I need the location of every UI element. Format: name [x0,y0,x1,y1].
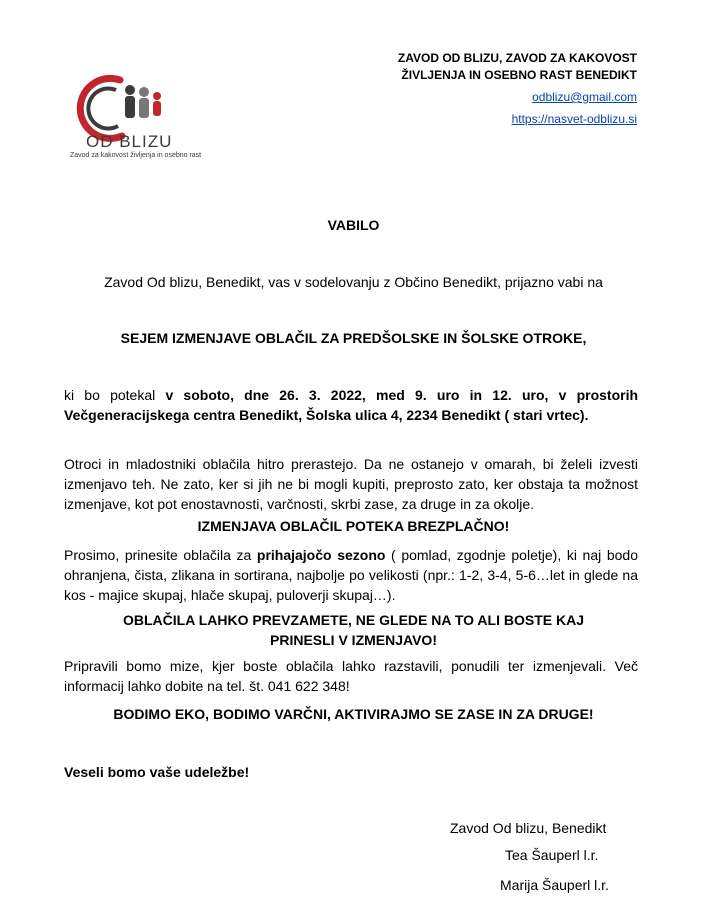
signature-person-2: Marija Šauperl l.r. [500,877,609,893]
website-link[interactable]: https://nasvet-odblizu.si [511,112,637,126]
intro-text: Zavod Od blizu, Benedikt, vas v sodelovanju z Občino Benedikt, prijazno vabi na [104,274,603,290]
closing-text: Veseli bomo vaše udeležbe! [64,764,250,780]
logo-brand: OD BLIZU [86,132,173,151]
logo [58,68,218,168]
date-details: v soboto, dne 26. 3. 2022, med 9. uro in 12. uro, v prostorih Večgeneracijskega centra Benedikt, Šolska ulica 4, 2234 Benedikt ( stari vrtec). [64,387,639,423]
header-organization [297,50,637,84]
tables-paragraph: Pripravili bomo mize, kjer boste oblačila lahko razstavili, ponudili ter izmenjevali. Več informacij lahko dobite na tel. št. 041 622 348! [64,658,638,694]
bring-season: prihajajočo sezono [256,547,386,563]
kids-paragraph: Otroci in mladostniki oblačila hitro prerastejo. Da ne ostanejo v omarah, bi želeli izvesti izmenjavo teh. Ne zato, ker si jih ne bi mogli kupiti, preprosto zato, ker obstaja ta možnost izmenjave, kot pot enostavnosti, varčnosti, skrbi zase, za druge in za okolje. [64,456,638,512]
org-line-2: ŽIVLJENJA IN OSEBNO RAST BENEDIKT [401,68,637,82]
bring-paragraph [64,545,638,605]
signature-org: Zavod Od blizu, Benedikt [450,820,607,836]
date-prefix: ki bo potekal [64,387,166,403]
logo-tagline: Zavod za kakovost življenja in osebno rast [70,152,202,159]
email-link[interactable]: odblizu@gmail.com [532,90,637,104]
pickup-notice: OBLAČILA LAHKO PREVZAMETE, NE GLEDE NA TO ALI BOSTE KAJ PRINESLI V IZMENJAVO! [123,612,584,648]
bring-suffix: ( pomlad, zgodnje poletje), ki naj bodo ohranjena, čista, zlikana in sortirana, najbolje po velikosti (npr.: 1-2, 3-4, 5-6…let in glede na kos - majice skupaj, hlače skupaj, puloverji skupaj…). [64,547,638,603]
event-date-paragraph [64,385,638,425]
bring-prefix: Prosimo, prinesite oblačila za [64,547,257,563]
signature-person-1: Tea Šauperl l.r. [505,847,599,863]
event-title: SEJEM IZMENJAVE OBLAČIL ZA PREDŠOLSKE IN ŠOLSKE OTROKE, [120,330,587,346]
page-title: VABILO [327,217,380,233]
org-line-1: ZAVOD OD BLIZU, ZAVOD ZA KAKOVOST [397,51,637,65]
slogan: BODIMO EKO, BODIMO VARČNI, AKTIVIRAJMO SE ZASE IN ZA DRUGE! [113,706,594,722]
free-notice: IZMENJAVA OBLAČIL POTEKA BREZPLAČNO! [197,518,510,534]
